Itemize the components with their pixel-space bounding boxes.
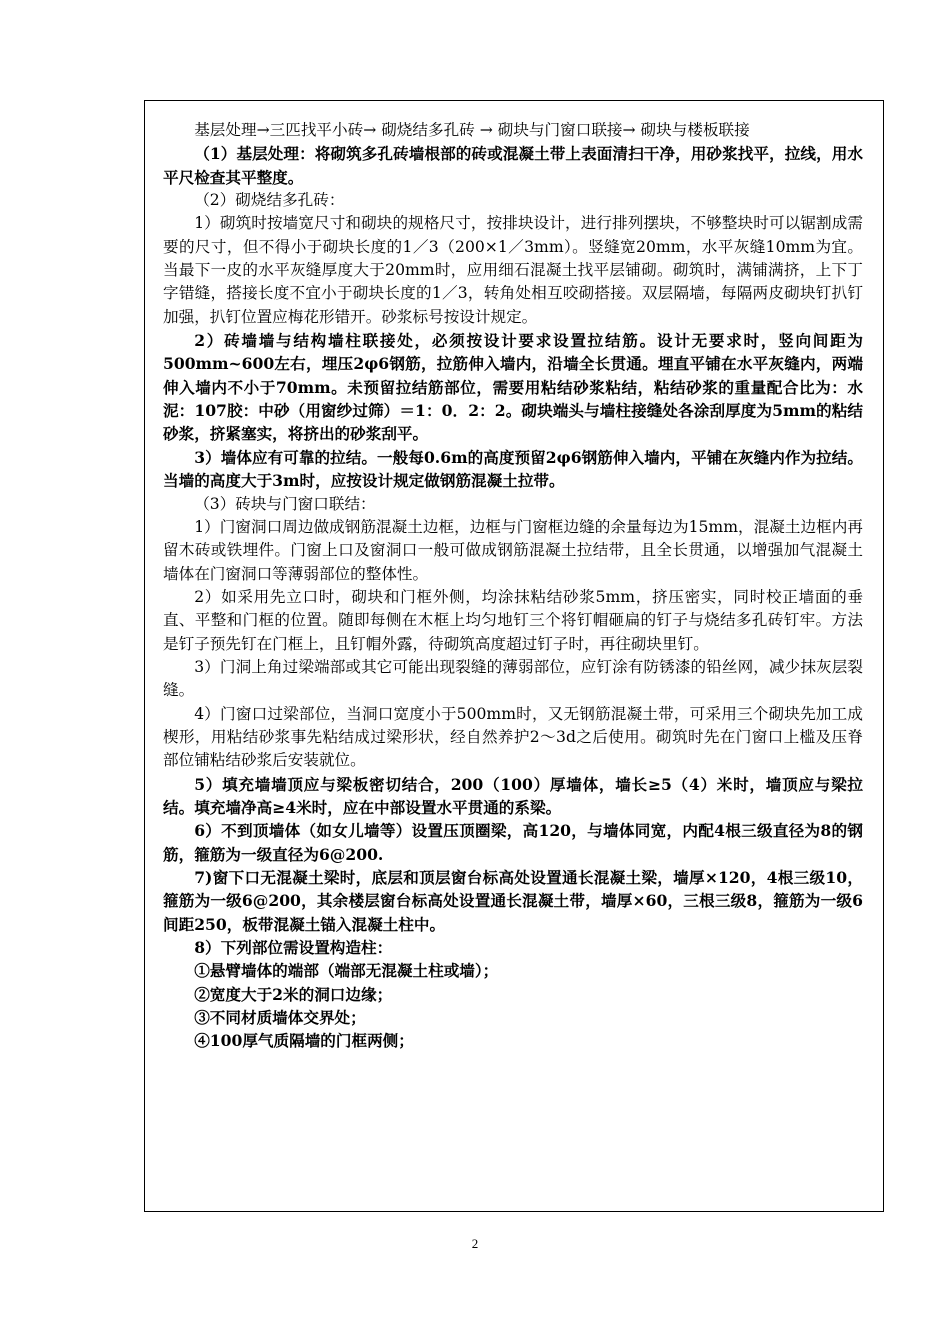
paragraph-laying-1: 1）砌筑时按墙宽尺寸和砌块的规格尺寸，按排块设计，进行排列摆块，不够整块时可以锯割成需要的尺寸，但不得小于砌块长度的1／3（200×1／3mm）。竖缝宽20mm，水平灰缝10mm为宜。当最下一皮的水平灰缝厚度大于20mm时，应用细石混凝土找平层铺砌。砌筑时，满铺满挤，上下丁字错缝，搭接长度不宜小于砌块长度的1／3，转角处相互咬砌搭接。双层隔墙，每隔两皮砌块钉扒钉加强，扒钉位置应梅花形错开。砂浆标号按设计规定。 xyxy=(163,214,863,326)
heading-door-window-connection: （3）砖块与门窗口联结： xyxy=(194,494,376,513)
paragraph-door-window-4: 4）门窗口过梁部位，当洞口宽度小于500mm时，又无钢筋混凝土带，可采用三个砌块先加工成楔形，用粘结砂浆事先粘结成过梁形状，经自然养护2～3d之后使用。砌筑时先在门窗口上槛及压脊部位铺粘结砂浆后安装就位。 xyxy=(163,704,863,770)
paragraph-window-sill-beam: 7)窗下口无混凝土梁时，底层和顶层窗台标高处设置通长混凝土梁，墙厚×120，4根三级10，箍筋为一级6@200，其余楼层窗台标高处设置通长混凝土带，墙厚×60，三根三级8，箍筋为一级6间距250，板带混凝土锚入混凝土柱中。 xyxy=(163,868,863,934)
paragraph-laying-2: 2）砖墙墙与结构墙柱联接处，必须按设计要求设置拉结筋。设计无要求时，竖向间距为500mm~600左右，埋压2φ6钢筋，拉筋伸入墙内，沿墙全长贯通。埋直平铺在水平灰缝内，两端伸入墙内不小于70mm。未预留拉结筋部位，需要用粘结砂浆粘结，粘结砂浆的重量配合比为：水泥：107胶：中砂（用窗纱过筛）＝1：0．2：2。砌块端头与墙柱接缝处各涂刮厚度为5mm的粘结砂浆，挤紧塞实，将挤出的砂浆刮平。 xyxy=(163,331,863,444)
paragraph-door-window-2: 2）如采用先立口时，砌块和门框外侧，均涂抹粘结砂浆5mm，挤压密实，同时校正墙面的垂直、平整和门框的位置。随即每侧在木框上均匀地钉三个将钉帽砸扁的钉子与烧结多孔砖钉牢。方法是钉子预先钉在门框上，且钉帽外露，待砌筑高度超过钉子时，再往砌块里钉。 xyxy=(163,587,863,653)
document-body xyxy=(163,119,863,1053)
heading-constructional-columns: 8）下列部位需设置构造柱： xyxy=(194,938,393,958)
content-frame xyxy=(144,100,884,1212)
paragraph-parapet-ring-beam: 6）不到顶墙体（如女儿墙等）设置压顶圈梁，高120，与墙体同宽，内配4根三级直径为8的钢筋，箍筋为一级直径为6@200. xyxy=(163,821,863,864)
paragraph-laying-3: 3）墙体应有可靠的拉结。一般每0.6m的高度预留2φ6钢筋伸入墙内，平铺在灰缝内作为拉结。当墙的高度大于3m时，应按设计规定做钢筋混凝土拉带。 xyxy=(163,447,863,491)
paragraph-infill-wall-top: 5）填充墙墙顶应与梁板密切结合，200（100）厚墙体，墙长≥5（4）米时，墙顶应与梁拉结。填充墙净高≥4米时，应在中部设置水平贯通的系梁。 xyxy=(163,774,863,817)
list-item-column-1: ①悬臂墙体的端部（端部无混凝土柱或墙）； xyxy=(194,961,499,981)
heading-laying-bricks: （2）砌烧结多孔砖： xyxy=(194,191,345,210)
page-number: 2 xyxy=(471,1236,479,1251)
list-item-column-3: ③不同材质墙体交界处； xyxy=(194,1008,366,1028)
paragraph-door-window-3: 3）门洞上角过梁端部或其它可能出现裂缝的薄弱部位，应钉涂有防锈漆的铅丝网，减少抹灰层裂缝。 xyxy=(163,657,863,700)
paragraph-process-flow: 基层处理→三匹找平小砖→ 砌烧结多孔砖 → 砌块与门窗口联接→ 砌块与楼板联接 xyxy=(194,121,750,139)
paragraph-base-treatment: （1）基层处理：将砌筑多孔砖墙根部的砖或混凝土带上表面清扫干净，用砂浆找平，拉线，用水平尺检查其平整度。 xyxy=(163,144,863,187)
list-item-column-4: ④100厚气质隔墙的门框两侧； xyxy=(194,1031,414,1051)
paragraph-door-window-1: 1）门窗洞口周边做成钢筋混凝土边框，边框与门窗框边缝的余量每边为15mm，混凝土边框内再留木砖或铁埋件。门窗上口及窗洞口一般可做成钢筋混凝土拉结带，且全长贯通，以增强加气混凝土墙体在门窗洞口等薄弱部位的整体性。 xyxy=(163,517,863,583)
list-item-column-2: ②宽度大于2米的洞口边缘； xyxy=(194,984,393,1004)
